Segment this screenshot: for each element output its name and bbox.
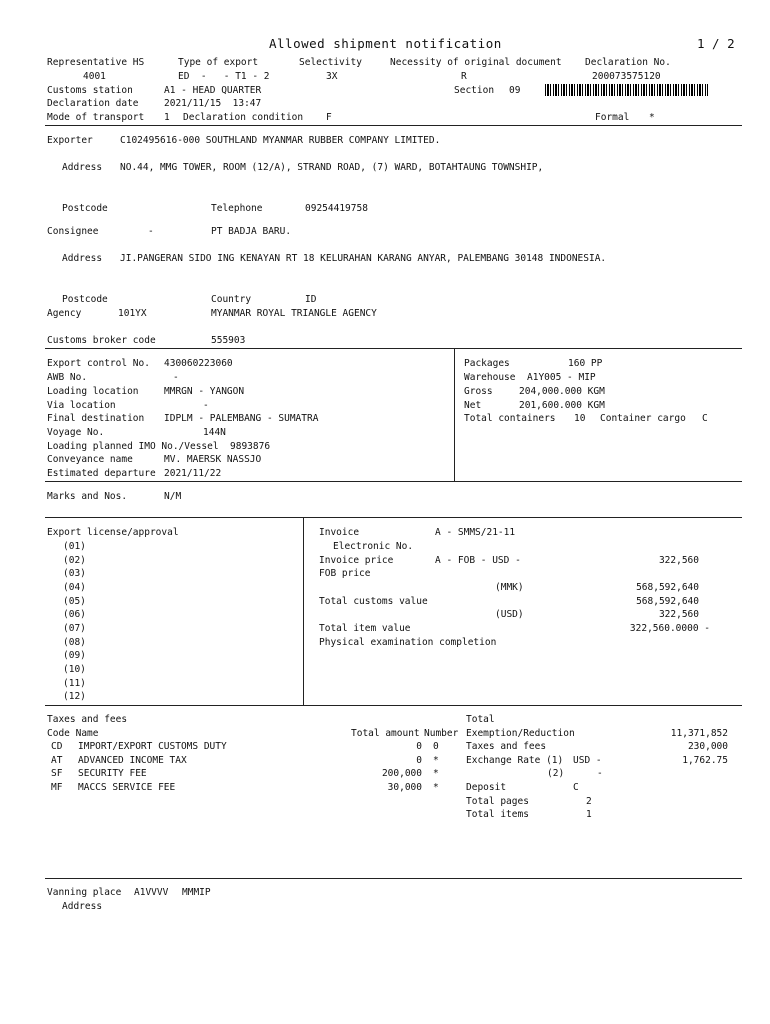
license-item: (01): [63, 541, 86, 552]
license-item: (10): [63, 664, 86, 675]
consignee-value: PT BADJA BARU.: [211, 226, 292, 237]
physical-exam-label: Physical examination completion: [319, 637, 497, 648]
container-cargo-value: C: [702, 413, 708, 424]
tax-amount: 30,000: [387, 782, 422, 793]
tax-amount: 200,000: [381, 768, 422, 779]
vanning-place-label: Vanning place: [47, 887, 122, 898]
divider: [303, 517, 304, 705]
formal-value: *: [649, 112, 655, 123]
customs-value: 568,592,640: [636, 596, 699, 607]
license-item: (04): [63, 582, 86, 593]
total-items-label: Total items: [466, 809, 529, 820]
mmk-value: 568,592,640: [636, 582, 699, 593]
packages-value: 160 PP: [568, 358, 603, 369]
agency-code: 101YX: [118, 308, 147, 319]
invoice-price-value: 322,560: [658, 555, 699, 566]
section-label: Section: [454, 85, 495, 96]
gross-value: 204,000.000 KGM: [519, 386, 605, 397]
exemption-value: 11,371,852: [670, 728, 728, 739]
page-title: Allowed shipment notification: [269, 36, 502, 51]
divider: [45, 348, 742, 349]
rep-hs-value: 4001: [83, 71, 106, 82]
warehouse-label: Warehouse: [464, 372, 516, 383]
consignee-country-label: Country: [211, 294, 252, 305]
broker-value: 555903: [211, 335, 246, 346]
divider: [45, 705, 742, 706]
exporter-telephone: 09254419758: [305, 203, 368, 214]
agency-name: MYANMAR ROYAL TRIANGLE AGENCY: [211, 308, 377, 319]
mode-transport-label: Mode of transport: [47, 112, 145, 123]
exchange-rate-currency: USD -: [573, 755, 602, 766]
divider: [45, 481, 742, 482]
loading-value: MMRGN - YANGON: [164, 386, 245, 397]
tax-name: SECURITY FEE: [78, 768, 147, 779]
agency-label: Agency: [47, 308, 82, 319]
consignee-dash: -: [148, 226, 154, 237]
total-pages-label: Total pages: [466, 796, 529, 807]
totals-label: Total: [466, 714, 495, 725]
tax-name: ADVANCED INCOME TAX: [78, 755, 187, 766]
vanning-address-label: Address: [62, 901, 103, 912]
decl-condition-value: F: [326, 112, 332, 123]
containers-value: 10: [574, 413, 586, 424]
tax-code: MF: [51, 782, 63, 793]
loading-label: Loading location: [47, 386, 139, 397]
decl-no-value: 200073575120: [592, 71, 661, 82]
declaration-barcode: [545, 84, 708, 96]
license-item: (07): [63, 623, 86, 634]
invoice-value: A - SMMS/21-11: [435, 527, 516, 538]
tax-name: MACCS SERVICE FEE: [78, 782, 176, 793]
exchange-rate-value: 1,762.75: [682, 755, 728, 766]
exporter-address: NO.44, MMG TOWER, ROOM (12/A), STRAND ROAD, (7) WARD, BOTAHTAUNG TOWNSHIP,: [120, 162, 544, 173]
vanning-place-name: MMMIP: [182, 887, 211, 898]
exporter-telephone-label: Telephone: [211, 203, 263, 214]
imo-value: 9893876: [230, 441, 271, 452]
final-destination-value: IDPLM - PALEMBANG - SUMATRA: [164, 413, 319, 424]
containers-label: Total containers: [464, 413, 556, 424]
electronic-no-label: Electronic No.: [333, 541, 414, 552]
decl-date-value: 2021/11/15 13:47: [164, 98, 262, 109]
necessity-value: R: [461, 71, 467, 82]
taxes-fees-label: Taxes and fees: [466, 741, 547, 752]
divider: [45, 517, 742, 518]
imo-label: Loading planned IMO No./Vessel: [47, 441, 219, 452]
marks-label: Marks and Nos.: [47, 491, 128, 502]
exchange-rate2-label: (2): [547, 768, 565, 779]
consignee-address: JI.PANGERAN SIDO ING KENAYAN RT 18 KELURAHAN KARANG ANYAR, PALEMBANG 30148 INDONESIA.: [120, 253, 607, 264]
taxes-fees-value: 230,000: [687, 741, 728, 752]
customs-value-label: Total customs value: [319, 596, 428, 607]
deposit-value: C: [573, 782, 579, 793]
item-value: 322,560.0000 -: [629, 623, 710, 634]
license-item: (05): [63, 596, 86, 607]
tax-number: *: [433, 755, 439, 766]
exporter-label: Exporter: [47, 135, 93, 146]
taxes-col-total-amount: Total amount: [351, 728, 420, 739]
net-label: Net: [464, 400, 482, 411]
license-item: (12): [63, 691, 86, 702]
license-item: (06): [63, 609, 86, 620]
page-indicator: 1 / 2: [697, 36, 735, 51]
departure-label: Estimated departure: [47, 468, 156, 479]
marks-value: N/M: [164, 491, 182, 502]
departure-value: 2021/11/22: [164, 468, 222, 479]
vanning-place-code: A1VVVV: [134, 887, 169, 898]
exporter-value: C102495616-000 SOUTHLAND MYANMAR RUBBER COMPANY LIMITED.: [120, 135, 441, 146]
deposit-label: Deposit: [466, 782, 507, 793]
license-item: (11): [63, 678, 86, 689]
formal-label: Formal: [595, 112, 630, 123]
tax-number: *: [433, 768, 439, 779]
net-value: 201,600.000 KGM: [519, 400, 605, 411]
awb-value: -: [173, 372, 179, 383]
tax-code: AT: [51, 755, 63, 766]
taxes-title: Taxes and fees: [47, 714, 128, 725]
exemption-label: Exemption/Reduction: [466, 728, 575, 739]
tax-amount: 0: [416, 741, 422, 752]
exchange-rate-label: Exchange Rate (1): [466, 755, 564, 766]
invoice-label: Invoice: [319, 527, 360, 538]
usd-label: (USD): [495, 609, 524, 620]
tax-number: *: [433, 782, 439, 793]
voyage-label: Voyage No.: [47, 427, 105, 438]
tax-code: SF: [51, 768, 63, 779]
section-value: 09: [509, 85, 521, 96]
usd-value: 322,560: [658, 609, 699, 620]
exporter-postcode-label: Postcode: [62, 203, 108, 214]
customs-station-label: Customs station: [47, 85, 133, 96]
conveyance-value: MV. MAERSK NASSJO: [164, 454, 262, 465]
warehouse-value: A1Y005 - MIP: [527, 372, 596, 383]
total-pages-value: 2: [586, 796, 592, 807]
via-label: Via location: [47, 400, 116, 411]
consignee-postcode-label: Postcode: [62, 294, 108, 305]
exporter-address-label: Address: [62, 162, 103, 173]
awb-label: AWB No.: [47, 372, 88, 383]
container-cargo-label: Container cargo: [600, 413, 686, 424]
license-item: (02): [63, 555, 86, 566]
taxes-col-number: Number: [424, 728, 459, 739]
license-item: (03): [63, 568, 86, 579]
selectivity-label: Selectivity: [299, 57, 362, 68]
rep-hs-label: Representative HS: [47, 57, 145, 68]
consignee-country: ID: [305, 294, 317, 305]
packages-label: Packages: [464, 358, 510, 369]
total-items-value: 1: [586, 809, 592, 820]
via-value: -: [203, 400, 209, 411]
item-value-label: Total item value: [319, 623, 411, 634]
fob-price-label: FOB price: [319, 568, 371, 579]
license-label: Export license/approval: [47, 527, 179, 538]
selectivity-value: 3X: [326, 71, 338, 82]
exchange-rate2-value: -: [597, 768, 603, 779]
decl-no-label: Declaration No.: [585, 57, 671, 68]
decl-date-label: Declaration date: [47, 98, 139, 109]
divider: [454, 348, 455, 481]
voyage-value: 144N: [203, 427, 226, 438]
type-export-label: Type of export: [178, 57, 259, 68]
gross-label: Gross: [464, 386, 493, 397]
mmk-label: (MMK): [495, 582, 524, 593]
tax-amount: 0: [416, 755, 422, 766]
type-export-value: ED - - T1 - 2: [178, 71, 270, 82]
divider: [45, 125, 742, 126]
invoice-price-label: Invoice price: [319, 555, 394, 566]
tax-code: CD: [51, 741, 63, 752]
invoice-price-terms: A - FOB - USD -: [435, 555, 521, 566]
license-item: (09): [63, 650, 86, 661]
broker-label: Customs broker code: [47, 335, 156, 346]
consignee-label: Consignee: [47, 226, 99, 237]
necessity-label: Necessity of original document: [390, 57, 562, 68]
taxes-col-code-name: Code Name: [47, 728, 99, 739]
export-control-no-label: Export control No.: [47, 358, 150, 369]
mode-transport-value: 1: [164, 112, 170, 123]
conveyance-label: Conveyance name: [47, 454, 133, 465]
tax-name: IMPORT/EXPORT CUSTOMS DUTY: [78, 741, 227, 752]
divider: [45, 878, 742, 879]
customs-station-value: A1 - HEAD QUARTER: [164, 85, 262, 96]
final-destination-label: Final destination: [47, 413, 145, 424]
export-control-no: 430060223060: [164, 358, 233, 369]
license-item: (08): [63, 637, 86, 648]
decl-condition-label: Declaration condition: [183, 112, 304, 123]
tax-number: 0: [433, 741, 439, 752]
consignee-address-label: Address: [62, 253, 103, 264]
